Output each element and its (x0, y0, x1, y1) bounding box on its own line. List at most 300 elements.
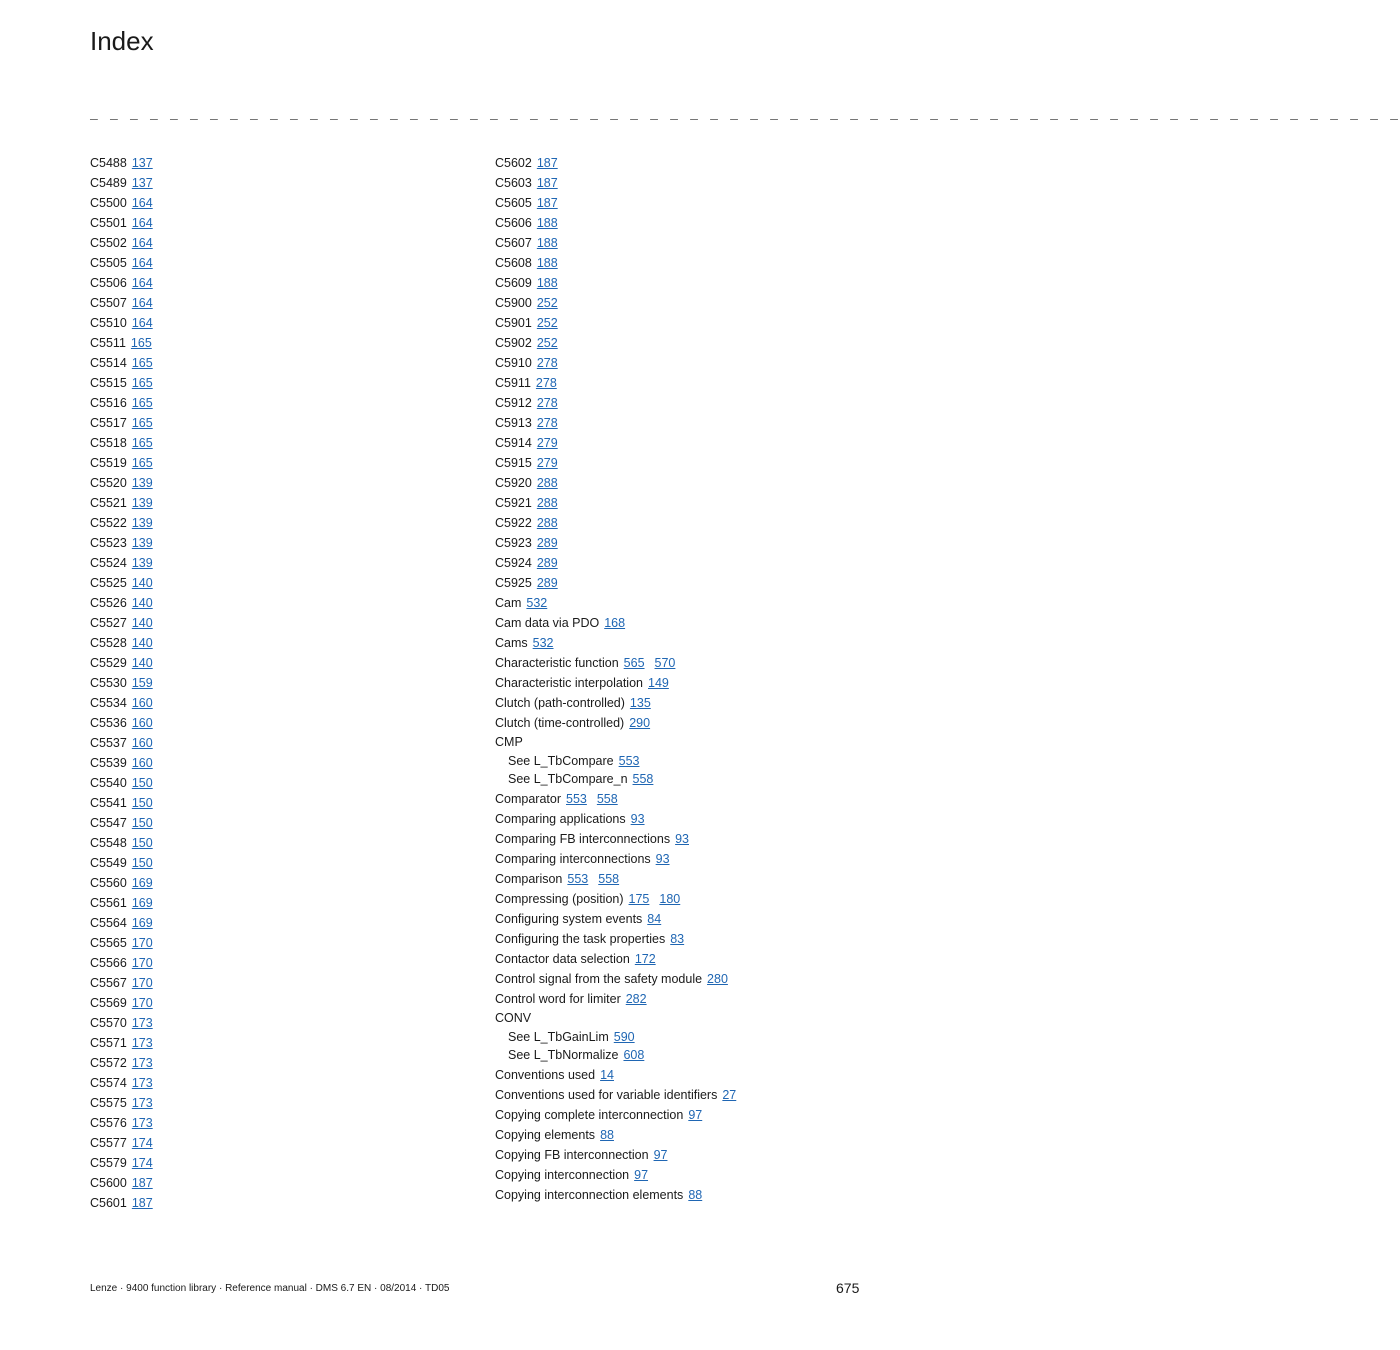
index-entry (90, 373, 470, 393)
index-entry (495, 829, 875, 849)
index-term: C5575 (90, 1096, 127, 1110)
index-entry (495, 1105, 875, 1125)
index-entry (495, 693, 875, 713)
index-entry (495, 233, 875, 253)
index-entry (495, 433, 875, 453)
index-term: C5602 (495, 156, 532, 170)
page-link[interactable]: 165 (130, 336, 152, 350)
index-entry (495, 809, 875, 829)
page-link[interactable]: 97 (688, 1108, 703, 1123)
index-term: C5572 (90, 1056, 127, 1070)
page-link[interactable]: 97 (653, 1148, 668, 1163)
page-link[interactable]: 187 (536, 196, 558, 210)
index-entry (90, 193, 470, 213)
index-term: Cam (495, 596, 522, 610)
page-link[interactable]: 135 (629, 696, 651, 710)
index-entry (90, 853, 470, 873)
page-link[interactable]: 164 (131, 296, 153, 310)
index-term: C5525 (90, 576, 127, 590)
page-link[interactable]: 160 (131, 716, 153, 730)
page-link[interactable]: 290 (629, 716, 651, 730)
page-link[interactable]: 88 (688, 1188, 703, 1203)
index-entry (90, 213, 470, 233)
index-entry (90, 933, 470, 953)
index-term: C5515 (90, 376, 127, 390)
index-entry (495, 333, 875, 353)
index-term: C5915 (495, 456, 532, 470)
index-term: C5540 (90, 776, 127, 790)
page-link[interactable]: 188 (536, 236, 558, 250)
index-term: C5539 (90, 756, 127, 770)
index-term: Cams (495, 636, 528, 650)
page-link[interactable]: 170 (131, 976, 153, 990)
index-entry (495, 313, 875, 333)
page-link[interactable]: 164 (131, 236, 153, 250)
index-entry (90, 1073, 470, 1093)
index-term: Comparator (495, 792, 561, 807)
index-entry (495, 1085, 875, 1105)
index-term: C5534 (90, 696, 127, 710)
index-entry (90, 353, 470, 373)
page-link[interactable]: 187 (131, 1176, 153, 1190)
page-link[interactable]: 570 (654, 656, 676, 670)
index-entry (495, 493, 875, 513)
page-link[interactable]: 173 (131, 1016, 153, 1030)
index-entry (495, 909, 875, 929)
index-term: C5524 (90, 556, 127, 570)
page-link[interactable]: 279 (536, 456, 558, 470)
page-link[interactable]: 93 (655, 852, 670, 867)
index-term: C5561 (90, 896, 127, 910)
index-entry (90, 753, 470, 773)
index-term: C5523 (90, 536, 127, 550)
index-term: C5514 (90, 356, 127, 370)
page-link[interactable]: 188 (536, 276, 558, 290)
page-link[interactable]: 590 (613, 1029, 635, 1044)
index-entry (495, 1125, 875, 1145)
index-entry (495, 593, 875, 613)
index-term: Comparing FB interconnections (495, 832, 671, 847)
index-entry (90, 533, 470, 553)
index-entry (495, 193, 875, 213)
index-entry (495, 173, 875, 193)
index-entry (90, 1153, 470, 1173)
index-column-right (495, 153, 875, 1205)
index-term: C5565 (90, 936, 127, 950)
page-link[interactable]: 558 (596, 792, 618, 807)
index-term: C5571 (90, 1036, 127, 1050)
page-link[interactable]: 139 (131, 496, 153, 510)
index-term: Copying complete interconnection (495, 1108, 684, 1123)
page-link[interactable]: 289 (536, 556, 558, 570)
page-link[interactable]: 164 (131, 216, 153, 230)
page-link[interactable]: 165 (131, 456, 153, 470)
page-link[interactable]: 252 (536, 296, 558, 310)
page-link[interactable]: 187 (131, 1196, 153, 1210)
page-link[interactable]: 140 (131, 616, 153, 630)
page-link[interactable]: 289 (536, 536, 558, 550)
page-link[interactable]: 553 (567, 872, 589, 887)
page-link[interactable]: 174 (131, 1136, 153, 1150)
page-link[interactable]: 139 (131, 516, 153, 530)
index-entry (90, 1113, 470, 1133)
page-link[interactable]: 160 (131, 696, 153, 710)
page-link[interactable]: 278 (536, 416, 558, 430)
page-link[interactable]: 278 (536, 396, 558, 410)
page-link[interactable]: 288 (536, 476, 558, 490)
page-link[interactable]: 532 (532, 636, 554, 650)
page-link[interactable]: 172 (634, 952, 656, 967)
index-entry (90, 293, 470, 313)
index-term: C5608 (495, 256, 532, 270)
index-term: Clutch (time-controlled) (495, 716, 625, 730)
page-link[interactable]: 553 (618, 753, 640, 768)
index-term: C5537 (90, 736, 127, 750)
index-term: C5579 (90, 1156, 127, 1170)
index-entry (90, 493, 470, 513)
page-link[interactable]: 558 (598, 872, 620, 887)
page-link[interactable]: 164 (131, 316, 153, 330)
index-term: C5510 (90, 316, 127, 330)
index-entry (495, 533, 875, 553)
index-column-left (90, 153, 470, 1213)
page-link[interactable]: 139 (131, 556, 153, 570)
index-term: C5920 (495, 476, 532, 490)
index-entry (90, 273, 470, 293)
index-entry (495, 153, 875, 173)
index-term: C5914 (495, 436, 532, 450)
header-dashed-rule: _ _ _ _ _ _ _ _ _ _ _ _ _ _ _ _ _ _ _ _ _ _ _ _ _ _ _ _ _ _ _ _ _ _ _ _ _ _ _ _ _ _ _ _ _ _ _ _ _ _ _ _ _ _ _ _ _ _ _ _ _ _ _ _ _ _ (90, 107, 1400, 122)
index-subentry (495, 1028, 875, 1047)
page-link[interactable]: 137 (131, 156, 153, 170)
page-link[interactable]: 173 (131, 1036, 153, 1050)
index-term: C5518 (90, 436, 127, 450)
page-link[interactable]: 278 (536, 356, 558, 370)
page-link[interactable]: 150 (131, 776, 153, 790)
page-link[interactable]: 278 (535, 376, 557, 390)
page-link[interactable]: 160 (131, 756, 153, 770)
index-entry (90, 713, 470, 733)
index-term: C5549 (90, 856, 127, 870)
index-entry (90, 1173, 470, 1193)
page-link[interactable]: 150 (131, 856, 153, 870)
page-link[interactable]: 150 (131, 796, 153, 810)
index-term: C5605 (495, 196, 532, 210)
page-link[interactable]: 187 (536, 176, 558, 190)
index-term: Configuring the task properties (495, 932, 666, 947)
page-link[interactable]: 84 (647, 912, 662, 927)
index-term: Cam data via PDO (495, 616, 600, 630)
index-entry (90, 413, 470, 433)
page-link[interactable]: 558 (632, 772, 654, 787)
index-term: C5921 (495, 496, 532, 510)
page-link[interactable]: 150 (131, 816, 153, 830)
page-link[interactable]: 180 (659, 892, 681, 907)
page-link[interactable]: 169 (131, 916, 153, 930)
index-entry (90, 513, 470, 533)
index-entry (90, 653, 470, 673)
index-term: C5506 (90, 276, 127, 290)
index-term: Comparing interconnections (495, 852, 651, 867)
index-term: C5911 (495, 376, 531, 390)
index-term: C5530 (90, 676, 127, 690)
index-entry (90, 1033, 470, 1053)
index-term: C5607 (495, 236, 532, 250)
index-entry (90, 633, 470, 653)
page-link[interactable]: 164 (131, 196, 153, 210)
page-link[interactable]: 165 (131, 436, 153, 450)
page-link[interactable]: 252 (536, 336, 558, 350)
index-term: C5526 (90, 596, 127, 610)
page-link[interactable]: 150 (131, 836, 153, 850)
page-link[interactable]: 140 (131, 656, 153, 670)
page-title: Index (90, 26, 154, 56)
index-entry (90, 693, 470, 713)
index-entry (90, 833, 470, 853)
page-link[interactable]: 149 (648, 676, 669, 690)
index-term: C5600 (90, 1176, 127, 1190)
index-term: C5601 (90, 1196, 127, 1210)
index-entry (90, 473, 470, 493)
index-term: C5505 (90, 256, 127, 270)
index-subentry (495, 770, 875, 789)
page-link[interactable]: 88 (600, 1128, 614, 1143)
index-entry (90, 233, 470, 253)
index-entry (90, 433, 470, 453)
index-entry (90, 453, 470, 473)
page-link[interactable]: 169 (131, 876, 153, 890)
index-subentry (495, 752, 875, 771)
index-term: C5489 (90, 176, 127, 190)
index-entry (495, 393, 875, 413)
index-term: Copying elements (495, 1128, 596, 1143)
page-link[interactable]: 168 (604, 616, 626, 630)
index-entry (495, 929, 875, 949)
index-entry (495, 789, 875, 809)
index-term: Characteristic function (495, 656, 619, 670)
page-link[interactable]: 164 (131, 276, 153, 290)
index-term: C5570 (90, 1016, 127, 1030)
index-entry (495, 373, 875, 393)
index-entry (90, 173, 470, 193)
index-entry (495, 353, 875, 373)
index-term: C5488 (90, 156, 127, 170)
index-subentry (495, 1046, 875, 1065)
index-entry (90, 1013, 470, 1033)
index-entry (495, 1185, 875, 1205)
index-entry (495, 989, 875, 1009)
page-link[interactable]: 282 (625, 992, 647, 1007)
index-entry (495, 869, 875, 889)
footer-text: Lenze · 9400 function library · Reference manual · DMS 6.7 EN · 08/2014 · TD05 (90, 1283, 450, 1294)
index-term: C5902 (495, 336, 532, 350)
index-term: Control word for limiter (495, 992, 621, 1007)
index-entry (90, 573, 470, 593)
index-entry (495, 633, 875, 653)
index-entry (90, 1133, 470, 1153)
index-entry (90, 733, 470, 753)
index-term: Compressing (position) (495, 892, 624, 907)
index-term: Contactor data selection (495, 952, 630, 967)
page-link[interactable]: 160 (131, 736, 153, 750)
index-term: Conventions used (495, 1068, 596, 1083)
index-term: Copying interconnection (495, 1168, 630, 1183)
page-link[interactable]: 140 (131, 596, 153, 610)
index-term: C5507 (90, 296, 127, 310)
index-entry (495, 413, 875, 433)
index-term: C5527 (90, 616, 127, 630)
index-entry (495, 1165, 875, 1185)
page-link[interactable]: 280 (707, 972, 728, 987)
page-link[interactable]: 288 (536, 516, 558, 530)
index-term: Comparing applications (495, 812, 626, 827)
index-term: Comparison (495, 872, 563, 887)
page-link[interactable]: 174 (131, 1156, 153, 1170)
page-link[interactable]: 165 (131, 356, 153, 370)
index-term: C5574 (90, 1076, 127, 1090)
index-term: C5925 (495, 576, 532, 590)
page-link[interactable]: 173 (131, 1076, 153, 1090)
index-term: C5528 (90, 636, 127, 650)
page-link[interactable]: 170 (131, 936, 153, 950)
index-entry (495, 453, 875, 473)
index-term: C5577 (90, 1136, 127, 1150)
index-entry (495, 253, 875, 273)
index-entry (495, 293, 875, 313)
page-link[interactable]: 165 (131, 376, 153, 390)
page-link[interactable]: 93 (630, 812, 645, 827)
index-term: C5603 (495, 176, 532, 190)
index-entry (495, 273, 875, 293)
page-number: 675 (836, 1280, 860, 1296)
index-term: C5516 (90, 396, 127, 410)
index-term: C5560 (90, 876, 127, 890)
index-entry (90, 893, 470, 913)
index-entry (90, 913, 470, 933)
index-entry (495, 1145, 875, 1165)
index-entry (495, 513, 875, 533)
page-link[interactable]: 279 (536, 436, 558, 450)
index-entry (495, 713, 875, 733)
index-entry (495, 1009, 875, 1028)
page-link[interactable]: 140 (131, 576, 153, 590)
page-link[interactable]: 165 (131, 416, 153, 430)
index-term: C5500 (90, 196, 127, 210)
index-entry (90, 993, 470, 1013)
index-entry (90, 313, 470, 333)
index-term: C5517 (90, 416, 127, 430)
index-term: C5547 (90, 816, 127, 830)
page-link[interactable]: 93 (675, 832, 689, 847)
index-term: See L_TbGainLim (508, 1029, 609, 1044)
index-term: C5541 (90, 796, 127, 810)
index-entry (495, 969, 875, 989)
page-link[interactable]: 97 (634, 1168, 649, 1183)
page-link[interactable]: 173 (131, 1116, 153, 1130)
index-term: See L_TbCompare_n (508, 772, 628, 787)
index-term: CMP (495, 735, 523, 749)
index-entry (90, 1193, 470, 1213)
index-term: C5529 (90, 656, 127, 670)
index-entry (90, 613, 470, 633)
page-link[interactable]: 187 (536, 156, 558, 170)
index-entry (90, 973, 470, 993)
page-link[interactable]: 140 (131, 636, 153, 650)
page-link[interactable]: 159 (131, 676, 153, 690)
index-term: Copying FB interconnection (495, 1148, 649, 1163)
page-link[interactable]: 173 (131, 1096, 153, 1110)
page-link[interactable]: 169 (131, 896, 153, 910)
page-link[interactable]: 14 (600, 1068, 614, 1083)
index-term: Clutch (path-controlled) (495, 696, 625, 710)
page-link[interactable]: 532 (526, 596, 548, 610)
index-term: C5912 (495, 396, 532, 410)
index-entry (495, 733, 875, 752)
page-link[interactable]: 83 (670, 932, 685, 947)
index-term: C5564 (90, 916, 127, 930)
index-term: C5501 (90, 216, 127, 230)
page-link[interactable]: 188 (536, 256, 558, 270)
index-term: C5521 (90, 496, 127, 510)
index-term: C5923 (495, 536, 532, 550)
page-link[interactable]: 165 (131, 396, 153, 410)
page-link[interactable]: 170 (131, 956, 153, 970)
index-term: CONV (495, 1011, 532, 1026)
index-entry (495, 473, 875, 493)
index-entry (90, 813, 470, 833)
page-link[interactable]: 137 (131, 176, 153, 190)
index-term: C5520 (90, 476, 127, 490)
page-link[interactable]: 289 (536, 576, 558, 590)
index-entry (90, 873, 470, 893)
page-link[interactable]: 139 (131, 476, 153, 490)
page-link[interactable]: 164 (131, 256, 153, 270)
page-link[interactable]: 27 (722, 1088, 737, 1103)
index-term: C5511 (90, 336, 126, 350)
index-entry (90, 253, 470, 273)
page-link[interactable]: 608 (623, 1048, 645, 1063)
page-link[interactable]: 188 (536, 216, 558, 230)
index-term: Configuring system events (495, 912, 643, 927)
index-entry (90, 953, 470, 973)
page-link[interactable]: 288 (536, 496, 558, 510)
index-entry (90, 673, 470, 693)
page-link[interactable]: 565 (623, 656, 645, 670)
page-link[interactable]: 173 (131, 1056, 153, 1070)
index-entry (495, 889, 875, 909)
page-link[interactable]: 175 (628, 892, 650, 907)
page-link[interactable]: 170 (131, 996, 153, 1010)
index-entry (90, 333, 470, 353)
index-entry (495, 1065, 875, 1085)
index-entry (90, 593, 470, 613)
page-link[interactable]: 553 (566, 792, 587, 807)
index-entry (495, 553, 875, 573)
index-term: C5522 (90, 516, 127, 530)
index-term: C5922 (495, 516, 532, 530)
index-entry (90, 1053, 470, 1073)
index-entry (495, 653, 875, 673)
index-term: Control signal from the safety module (495, 972, 703, 987)
index-term: C5536 (90, 716, 127, 730)
index-term: C5910 (495, 356, 532, 370)
page-link[interactable]: 139 (131, 536, 153, 550)
index-term: Conventions used for variable identifiers (495, 1088, 718, 1103)
index-entry (90, 793, 470, 813)
page-link[interactable]: 252 (536, 316, 558, 330)
index-term: C5901 (495, 316, 532, 330)
index-entry (495, 613, 875, 633)
